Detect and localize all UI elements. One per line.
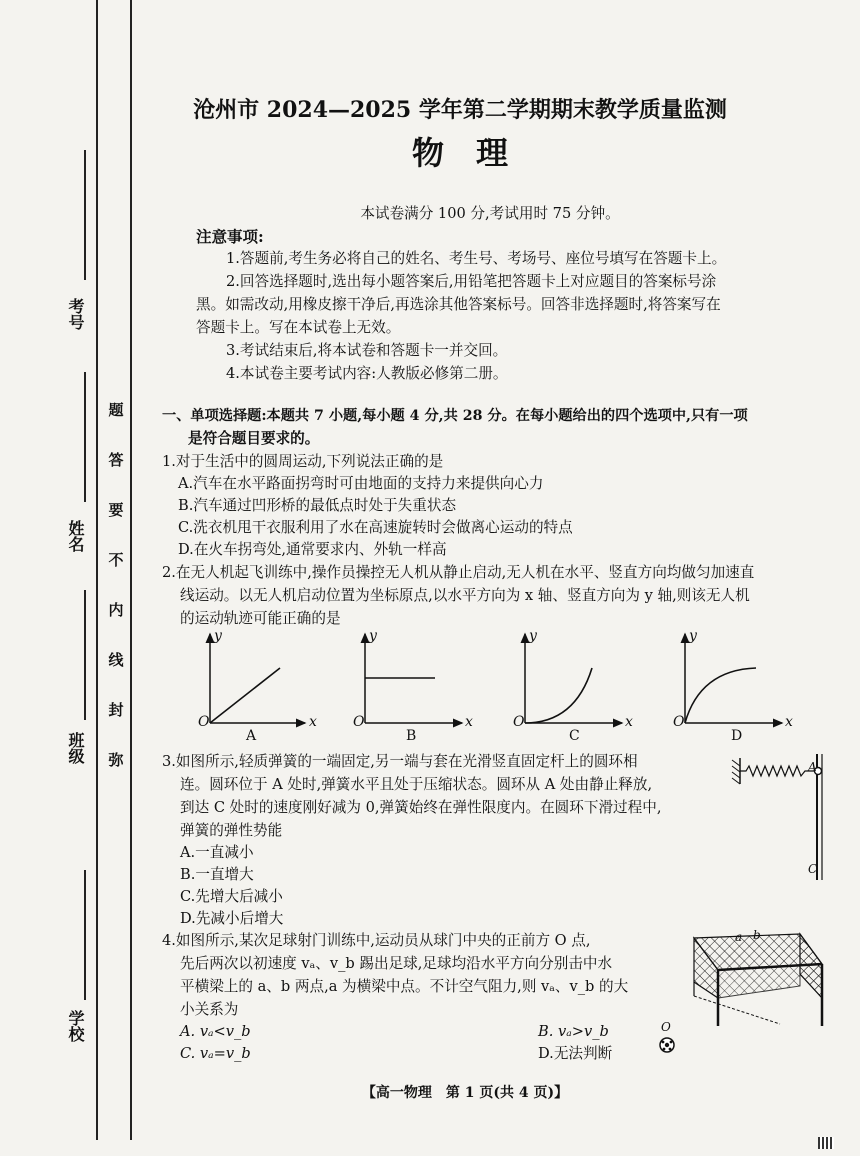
graph-c-label: C	[569, 728, 580, 744]
q4-label-a: a	[735, 930, 743, 944]
q4-stem: 先后两次以初速度 vₐ、v_b 踢出足球,足球均沿水平方向分别击中水	[180, 955, 613, 972]
q1-option: D.在火车拐弯处,通常要求内、外轨一样高	[178, 541, 447, 558]
graph-d-x: x	[785, 714, 793, 730]
q3-stem: 到达 C 处时的速度刚好减为 0,弹簧始终在弹性限度内。在圆环下滑过程中,	[180, 799, 662, 816]
notice-line: 答题卡上。写在本试卷上无效。	[196, 319, 401, 336]
score-info: 本试卷满分 100 分,考试用时 75 分钟。	[360, 205, 620, 222]
warning-char: 答	[108, 451, 124, 469]
q3-stem: 弹簧的弹性势能	[180, 822, 283, 839]
warning-char: 内	[108, 601, 124, 619]
q4-label-o: O	[661, 1020, 671, 1034]
page-footer: 【高一物理 第 1 页(共 4 页)】	[361, 1085, 569, 1101]
q2-graphs	[190, 628, 850, 748]
name-line	[84, 372, 86, 502]
graph-d	[685, 634, 782, 723]
q1-option: B.汽车通过凹形桥的最低点时处于失重状态	[178, 497, 457, 514]
warning-char: 要	[108, 501, 124, 519]
q3-option: B.一直增大	[180, 866, 254, 883]
notice-line: 2.回答选择题时,选出每小题答案后,用铅笔把答题卡上对应题目的答案标号涂	[226, 273, 717, 290]
graph-c	[525, 634, 622, 723]
graph-a-o: O	[198, 714, 210, 730]
graph-a-y: y	[214, 628, 222, 644]
seal-warning	[106, 400, 126, 770]
q3-stem: 3.如图所示,轻质弹簧的一端固定,另一端与套在光滑竖直固定杆上的圆环相	[162, 753, 638, 770]
warning-char: 题	[108, 401, 124, 419]
notice-heading: 注意事项:	[196, 227, 264, 246]
graph-c-x: x	[625, 714, 633, 730]
exam-title: 沧州市 2024—2025 学年第二学期期末教学质量监测	[193, 97, 727, 123]
q3-label-a: A	[808, 760, 817, 774]
q4-stem: 4.如图所示,某次足球射门训练中,运动员从球门中央的正前方 O 点,	[162, 932, 591, 949]
notice-line: 1.答题前,考生务必将自己的姓名、考生号、考场号、座位号填写在答题卡上。	[226, 250, 727, 267]
q3-option: C.先增大后减小	[180, 888, 283, 905]
warning-char: 不	[108, 551, 124, 569]
q1-stem: 1.对于生活中的圆周运动,下列说法正确的是	[162, 453, 444, 470]
warning-char: 弥	[108, 751, 124, 769]
graph-b-x: x	[465, 714, 473, 730]
school-line	[84, 870, 86, 1000]
q4-stem: 小关系为	[180, 1001, 239, 1018]
q4-label-b: b	[753, 928, 761, 942]
qr-watermark	[818, 1137, 834, 1149]
graph-c-y: y	[529, 628, 537, 644]
graph-a	[210, 634, 305, 723]
graph-b-label: B	[406, 728, 417, 744]
q1-option: A.汽车在水平路面拐弯时可由地面的支持力来提供向心力	[178, 475, 544, 492]
graph-b	[365, 634, 462, 723]
section-heading-cont: 是符合题目要求的。	[188, 430, 320, 447]
graph-b-y: y	[369, 628, 377, 644]
graph-d-o: O	[673, 714, 685, 730]
q4-option: D.无法判断	[538, 1045, 613, 1062]
section-heading: 一、单项选择题:本题共 7 小题,每小题 4 分,共 28 分。在每小题给出的四个选项中,只有一项	[162, 408, 748, 424]
subject-title: 物 理	[411, 134, 508, 172]
class-line	[84, 590, 86, 720]
name-label: 姓名	[66, 520, 85, 552]
school-label: 学校	[66, 1010, 85, 1042]
q3-option: A.一直减小	[180, 844, 254, 861]
class-label: 班级	[66, 732, 85, 764]
q3-label-c: C	[808, 862, 818, 876]
warning-char: 线	[108, 651, 124, 669]
q4-option: C. vₐ=v_b	[180, 1045, 251, 1062]
graph-c-o: O	[513, 714, 525, 730]
graph-d-label: D	[731, 728, 743, 744]
graph-b-o: O	[353, 714, 365, 730]
exam-no-label: 考号	[66, 298, 85, 330]
q4-goal-figure	[680, 926, 830, 1056]
graph-a-label: A	[246, 728, 257, 744]
football-icon	[658, 1036, 676, 1054]
q2-stem: 2.在无人机起飞训练中,操作员操控无人机从静止启动,无人机在水平、竖直方向均做匀加速直	[162, 564, 755, 581]
q3-stem: 连。圆环位于 A 处时,弹簧水平且处于压缩状态。圆环从 A 处由静止释放,	[180, 776, 653, 793]
notice-line: 3.考试结束后,将本试卷和答题卡一并交回。	[226, 342, 508, 359]
graph-a-x: x	[309, 714, 317, 730]
q2-stem: 线运动。以无人机启动位置为坐标原点,以水平方向为 x 轴、竖直方向为 y 轴,则该无人机	[180, 587, 750, 604]
notice-line: 4.本试卷主要考试内容:人教版必修第二册。	[226, 365, 508, 382]
graph-d-y: y	[689, 628, 697, 644]
warning-char: 封	[108, 701, 124, 719]
q4-option: B. vₐ>v_b	[538, 1023, 609, 1040]
q3-option: D.先减小后增大	[180, 910, 284, 927]
q2-stem: 的运动轨迹可能正确的是	[180, 610, 341, 627]
q3-spring-figure	[730, 750, 840, 890]
q1-option: C.洗衣机甩干衣服利用了水在高速旋转时会做离心运动的特点	[178, 519, 573, 536]
q4-option: A. vₐ<v_b	[180, 1023, 251, 1040]
notice-line: 黑。如需改动,用橡皮擦干净后,再选涂其他答案标号。回答非选择题时,将答案写在	[196, 296, 721, 313]
q4-stem: 平横梁上的 a、b 两点,a 为横梁中点。不计空气阻力,则 vₐ、v_b 的大	[180, 978, 629, 995]
